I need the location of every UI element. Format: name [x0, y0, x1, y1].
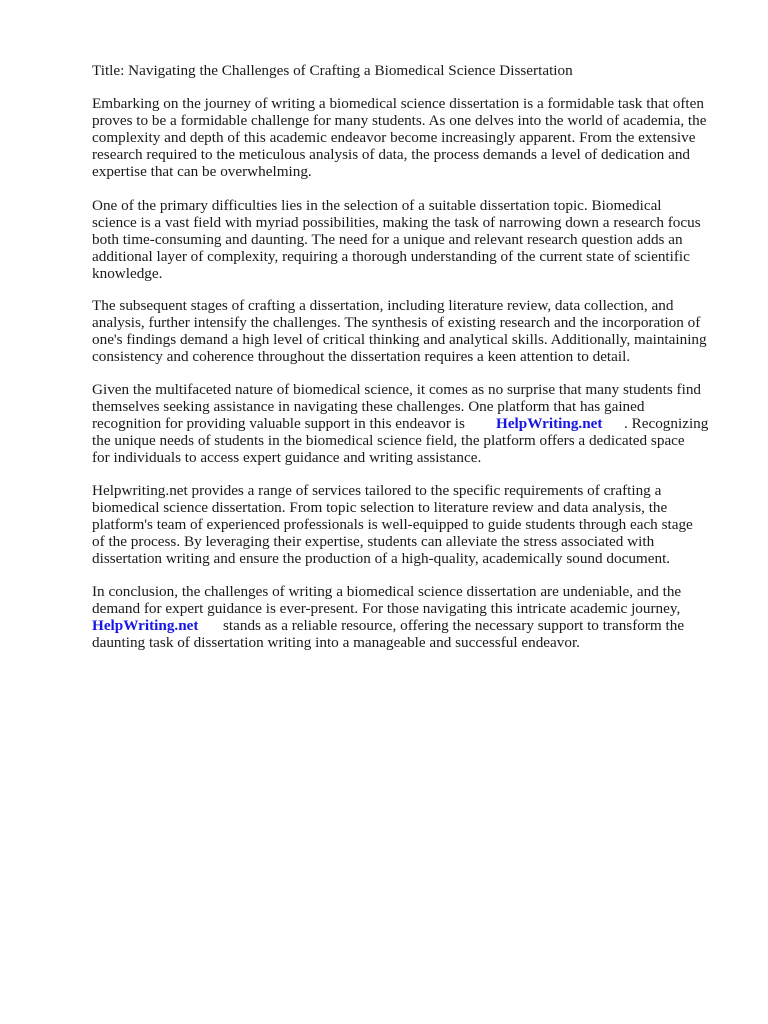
paragraph-line: Embarking on the journey of writing a biomedical science dissertation is a formidable task that often [92, 95, 704, 112]
paragraph-line: One of the primary difficulties lies in the selection of a suitable dissertation topic. Biomedical [92, 197, 662, 214]
paragraph-line: dissertation writing and ensure the production of a high-quality, academically sound document. [92, 550, 671, 567]
paragraph-line: recognition for providing valuable support in this endeavor is [92, 415, 465, 432]
helpwriting-link[interactable]: HelpWriting.net [496, 415, 603, 432]
helpwriting-link[interactable]: HelpWriting.net [92, 617, 199, 634]
paragraph-line: analysis, further intensify the challenges. The synthesis of existing research and the incorporation of [92, 314, 701, 331]
paragraph-line: for individuals to access expert guidance and writing assistance. [92, 449, 482, 466]
paragraph-line: of the process. By leveraging their expertise, students can alleviate the stress associated with [92, 533, 655, 550]
paragraph-line: demand for expert guidance is ever-present. For those navigating this intricate academic journey, [92, 600, 681, 617]
paragraph-line: both time-consuming and daunting. The need for a unique and relevant research question adds an [92, 231, 683, 248]
paragraph-line: expertise that can be overwhelming. [92, 163, 312, 180]
paragraph-line: additional layer of complexity, requiring a thorough understanding of the current state of scientific [92, 248, 690, 265]
paragraph-line: In conclusion, the challenges of writing a biomedical science dissertation are undeniable, and the [92, 583, 682, 600]
paragraph-line: knowledge. [92, 265, 163, 282]
paragraph-line: Given the multifaceted nature of biomedical science, it comes as no surprise that many students find [92, 381, 702, 398]
paragraph-line: Helpwriting.net provides a range of services tailored to the specific requirements of crafting a [92, 482, 662, 499]
paragraph-line: one's findings demand a high level of critical thinking and analytical skills. Additionally, maintaining [92, 331, 707, 348]
paragraph-line: biomedical science dissertation. From topic selection to literature review and data analysis, the [92, 499, 668, 516]
document-title: Title: Navigating the Challenges of Crafting a Biomedical Science Dissertation [92, 62, 573, 79]
paragraph-line: complexity and depth of this academic endeavor become increasingly apparent. From the extensive [92, 129, 696, 146]
paragraph-line: proves to be a formidable challenge for many students. As one delves into the world of academia, the [92, 112, 707, 129]
paragraph-line: platform's team of experienced professionals is well-equipped to guide students through each stage [92, 516, 693, 533]
paragraph-line: themselves seeking assistance in navigating these challenges. One platform that has gained [92, 398, 645, 415]
paragraph-line: the unique needs of students in the biomedical science field, the platform offers a dedicated space [92, 432, 685, 449]
paragraph-line: The subsequent stages of crafting a dissertation, including literature review, data collection, and [92, 297, 674, 314]
paragraph-line: . Recognizing [624, 415, 709, 432]
paragraph-line: consistency and coherence throughout the dissertation requires a keen attention to detail. [92, 348, 631, 365]
paragraph-line: research required to the meticulous analysis of data, the process demands a level of dedication and [92, 146, 691, 163]
paragraph-line: science is a vast field with myriad possibilities, making the task of narrowing down a research focus [92, 214, 701, 231]
paragraph-line: daunting task of dissertation writing into a manageable and successful endeavor. [92, 634, 580, 651]
paragraph-line: stands as a reliable resource, offering the necessary support to transform the [223, 617, 685, 634]
